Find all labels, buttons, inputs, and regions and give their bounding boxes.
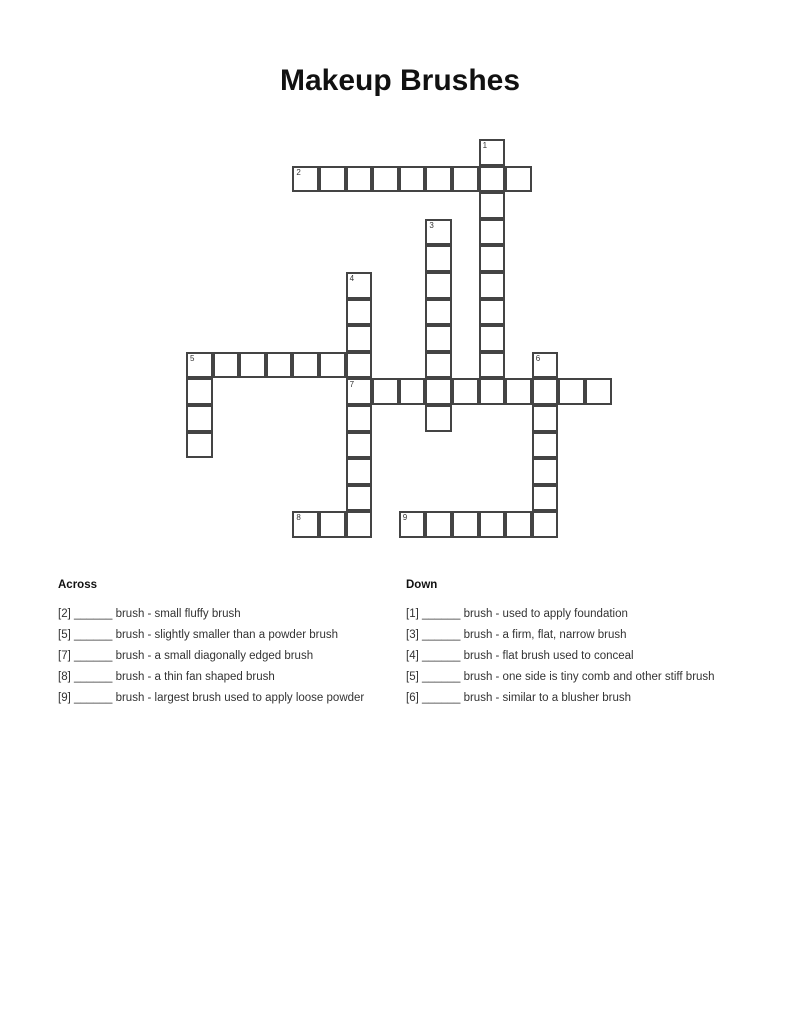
grid-cell[interactable] [532,511,559,538]
clue-number: [4] [406,650,419,662]
grid-cell[interactable] [558,378,585,405]
grid-cell[interactable] [346,325,373,352]
clue-number: [3] [406,629,419,641]
grid-cell[interactable] [532,352,559,379]
grid-cell[interactable] [532,432,559,459]
grid-cell[interactable] [425,166,452,193]
clue-number: [9] [58,692,71,704]
clue-down-3 [406,628,741,642]
clue-number: [5] [406,671,419,683]
grid-cell[interactable] [346,458,373,485]
grid-cell[interactable] [346,272,373,299]
grid-cell[interactable] [186,405,213,432]
grid-cell[interactable] [213,352,240,379]
clue-text: ______ brush - flat brush used to conceal [422,650,634,662]
clue-text: ______ brush - a thin fan shaped brush [74,671,275,683]
cell-number: 8 [296,513,301,523]
grid-cell[interactable] [425,511,452,538]
grid-cell[interactable] [479,272,506,299]
grid-cell[interactable] [346,299,373,326]
grid-cell[interactable] [479,325,506,352]
clue-number: [7] [58,650,71,662]
cell-number: 4 [349,274,355,283]
clue-text: ______ brush - similar to a blusher brush [422,692,632,704]
cell-number: 6 [535,353,541,363]
clue-text: ______ brush - small fluffy brush [74,608,241,620]
grid-cell[interactable] [425,299,452,326]
grid-cell[interactable] [479,139,506,166]
grid-cell[interactable] [425,378,452,405]
down-clues [406,578,741,712]
clue-number: [2] [58,608,71,620]
clue-number: [8] [58,671,71,683]
grid-cell[interactable] [505,378,532,405]
grid-cell[interactable] [186,432,213,459]
grid-cell[interactable] [479,166,506,193]
cell-number: 1 [482,141,488,150]
cell-number: 2 [296,167,301,177]
grid-cell[interactable] [479,192,506,219]
clue-down-6 [406,691,741,705]
grid-cell[interactable] [425,245,452,272]
grid-cell[interactable] [292,511,319,538]
grid-cell[interactable] [346,378,373,405]
grid-cell[interactable] [425,405,452,432]
clue-number: [6] [406,692,419,704]
clue-number: [5] [58,629,71,641]
clue-down-5 [406,670,741,684]
grid-cell[interactable] [425,219,452,246]
clue-text: ______ brush - a small diagonally edged brush [74,650,314,662]
grid-cell[interactable] [505,166,532,193]
grid-cell[interactable] [399,166,426,193]
grid-cell[interactable] [532,378,559,405]
cell-number: 7 [349,380,355,390]
clue-text: ______ brush - largest brush used to apply loose powder [74,692,365,704]
grid-cell[interactable] [505,511,532,538]
grid-cell[interactable] [346,166,373,193]
clue-number: [1] [406,608,419,620]
grid-cell[interactable] [532,458,559,485]
grid-cell[interactable] [239,352,266,379]
grid-cell[interactable] [346,511,373,538]
clue-text: ______ brush - slightly smaller than a powder brush [74,629,339,641]
grid-cell[interactable] [532,485,559,512]
clue-across-5 [58,628,378,642]
clue-down-4 [406,649,741,663]
clue-across-7 [58,649,378,663]
grid-cell[interactable] [346,432,373,459]
clue-down-1 [406,607,741,621]
cell-number: 9 [402,513,408,523]
down-heading: Down [406,579,438,591]
across-heading: Across [58,579,97,591]
clue-text: ______ brush - used to apply foundation [422,608,628,620]
grid-cell[interactable] [186,378,213,405]
grid-cell[interactable] [319,511,346,538]
grid-cell[interactable] [479,299,506,326]
grid-cell[interactable] [532,405,559,432]
grid-cell[interactable] [292,166,319,193]
grid-cell[interactable] [585,378,612,405]
grid-cell[interactable] [292,352,319,379]
grid-cell[interactable] [452,511,479,538]
grid-cell[interactable] [399,511,426,538]
grid-cell[interactable] [346,352,373,379]
grid-cell[interactable] [452,166,479,193]
grid-cell[interactable] [266,352,293,379]
grid-cell[interactable] [346,485,373,512]
grid-cell[interactable] [425,325,452,352]
grid-cell[interactable] [399,378,426,405]
page-title: Makeup Brushes [279,64,521,97]
grid-cell[interactable] [479,245,506,272]
grid-cell[interactable] [479,352,506,379]
clue-across-2 [58,607,378,621]
grid-cell[interactable] [425,272,452,299]
clue-text: ______ brush - one side is tiny comb and other stiff brush [422,671,715,683]
across-clues [58,578,378,712]
cell-number: 3 [429,220,434,230]
grid-cell[interactable] [479,219,506,246]
grid-cell[interactable] [479,378,506,405]
clue-across-9 [58,691,378,705]
grid-cell[interactable] [319,352,346,379]
grid-cell[interactable] [346,405,373,432]
grid-cell[interactable] [452,378,479,405]
grid-cell[interactable] [319,166,346,193]
grid-cell[interactable] [186,352,213,379]
clue-across-8 [58,670,378,684]
grid-cell[interactable] [372,166,399,193]
grid-cell[interactable] [372,378,399,405]
grid-cell[interactable] [425,352,452,379]
clue-text: ______ brush - a firm, flat, narrow brush [422,629,627,641]
grid-cell[interactable] [479,511,506,538]
cell-number: 5 [190,353,195,363]
